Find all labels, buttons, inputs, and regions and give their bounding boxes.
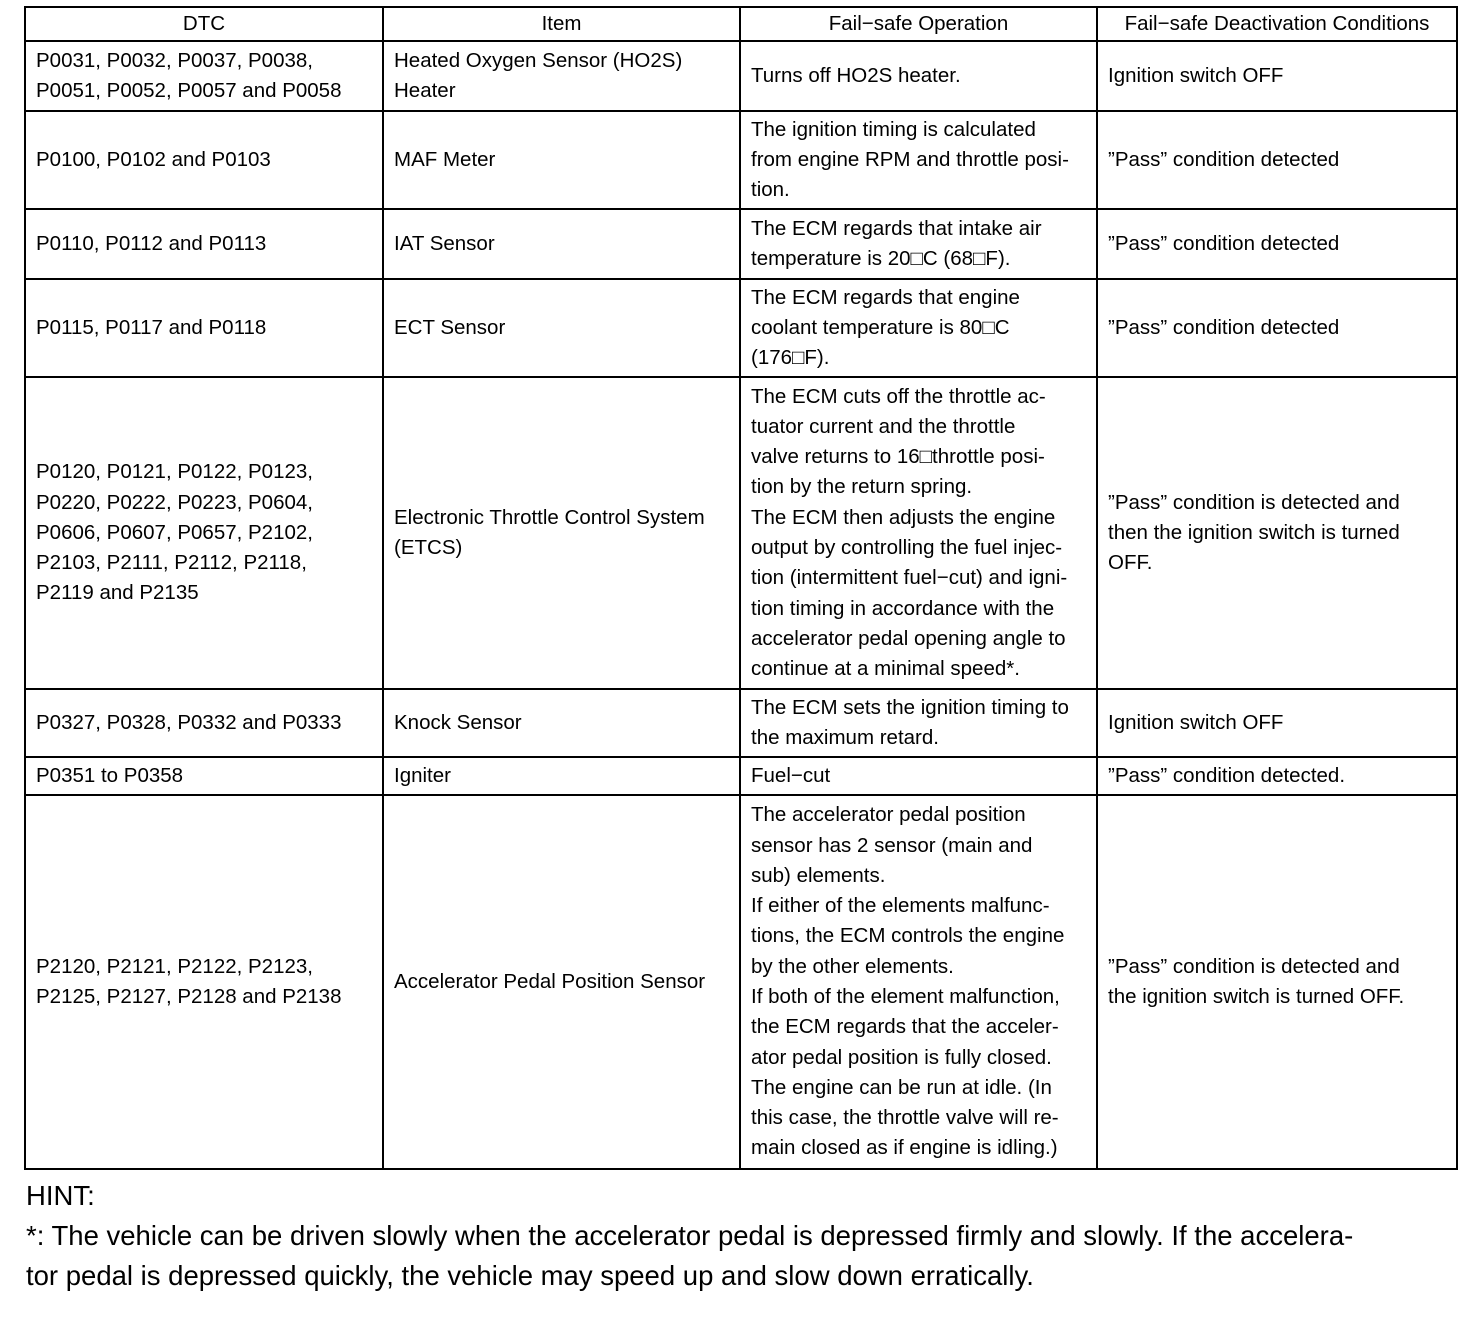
operation-cell <box>740 209 1097 279</box>
item-cell <box>383 757 740 795</box>
hint-line-1: *: The vehicle can be driven slowly when the accelerator pedal is depressed firmly and slowly. If the accelera- <box>26 1220 1354 1251</box>
deactivation-cell <box>1097 209 1457 279</box>
deactivation-cell-line: OFF. <box>1108 551 1153 575</box>
operation-cell-line: If both of the element malfunction, <box>751 985 1060 1008</box>
dtc-cell-line: P0051, P0052, P0057 and P0058 <box>36 79 342 102</box>
dtc-cell-line: P0351 to P0358 <box>36 763 184 787</box>
item-cell <box>383 279 740 377</box>
deactivation-cell <box>1097 795 1457 1169</box>
dtc-cell-line: P0100, P0102 and P0103 <box>36 147 271 171</box>
hint-label: HINT: <box>26 1180 95 1211</box>
table-row <box>25 757 1457 795</box>
operation-cell-line: from engine RPM and throttle posi- <box>751 147 1069 171</box>
header-dtc: DTC <box>25 7 383 41</box>
item-cell-line: IAT Sensor <box>394 231 495 255</box>
operation-cell-line: The accelerator pedal position <box>751 803 1026 827</box>
item-cell-line: Heater <box>394 79 456 102</box>
operation-cell-line: The ECM then adjusts the engine <box>751 505 1056 529</box>
item-cell <box>383 111 740 209</box>
deactivation-cell-line: the ignition switch is turned OFF. <box>1108 985 1405 1008</box>
deactivation-cell-line: ”Pass” condition detected <box>1108 315 1340 339</box>
item-cell-line: (ETCS) <box>394 536 463 559</box>
operation-cell <box>740 377 1097 689</box>
dtc-cell-line: P0606, P0607, P0657, P2102, <box>36 520 313 544</box>
dtc-cell-line: P0120, P0121, P0122, P0123, <box>36 460 313 484</box>
dtc-cell-line: P0031, P0032, P0037, P0038, <box>36 48 313 72</box>
operation-cell <box>740 795 1097 1169</box>
dtc-cell-line: P2103, P2111, P2112, P2118, <box>36 551 307 575</box>
header-item: Item <box>383 7 740 41</box>
operation-cell <box>740 111 1097 209</box>
dtc-cell <box>25 689 383 757</box>
operation-cell-line: sub) elements. <box>751 863 886 887</box>
dtc-cell <box>25 209 383 279</box>
item-cell <box>383 41 740 111</box>
dtc-cell-line: P0327, P0328, P0332 and P0333 <box>36 710 342 734</box>
deactivation-cell <box>1097 279 1457 377</box>
operation-cell-line: coolant temperature is 80□C <box>751 315 1010 339</box>
dtc-cell <box>25 757 383 795</box>
operation-cell-line: The ECM regards that engine <box>751 285 1020 309</box>
item-cell-line: Knock Sensor <box>394 710 522 734</box>
header-row <box>25 7 1457 41</box>
dtc-cell <box>25 41 383 111</box>
operation-cell-line: by the other elements. <box>751 954 954 978</box>
table-row <box>25 377 1457 689</box>
operation-cell-line: tuator current and the throttle <box>751 414 1016 438</box>
operation-cell-line: tions, the ECM controls the engine <box>751 924 1065 948</box>
operation-cell-line: the maximum retard. <box>751 726 939 749</box>
dtc-cell-line: P0110, P0112 and P0113 <box>36 231 267 255</box>
operation-cell-line: tion by the return spring. <box>751 475 973 499</box>
header-failsafe-operation: Fail−safe Operation <box>740 7 1097 41</box>
header-deactivation-conditions: Fail−safe Deactivation Conditions <box>1097 7 1457 41</box>
dtc-cell <box>25 795 383 1169</box>
item-cell-line: Accelerator Pedal Position Sensor <box>394 969 706 993</box>
table-row <box>25 795 1457 1169</box>
operation-cell-line: tion timing in accordance with the <box>751 596 1055 620</box>
operation-cell-line: If either of the elements malfunc- <box>751 894 1050 918</box>
item-cell-line: Electronic Throttle Control System <box>394 505 705 529</box>
operation-cell-line: ator pedal position is fully closed. <box>751 1045 1052 1069</box>
operation-cell-line: valve returns to 16□throttle posi- <box>751 445 1045 469</box>
deactivation-cell-line: ”Pass” condition is detected and <box>1108 490 1400 514</box>
operation-cell <box>740 41 1097 111</box>
deactivation-cell <box>1097 111 1457 209</box>
dtc-cell-line: P0220, P0222, P0223, P0604, <box>36 490 313 514</box>
item-cell-line: MAF Meter <box>394 147 496 171</box>
item-cell-line: Igniter <box>394 763 451 787</box>
deactivation-cell <box>1097 377 1457 689</box>
operation-cell-line: The ignition timing is calculated <box>751 117 1036 141</box>
item-cell <box>383 689 740 757</box>
table-row <box>25 209 1457 279</box>
deactivation-cell-line: Ignition switch OFF <box>1108 63 1284 87</box>
operation-cell-line: accelerator pedal opening angle to <box>751 626 1066 650</box>
operation-cell-line: Turns off HO2S heater. <box>751 63 961 87</box>
failsafe-table <box>24 6 1458 1170</box>
deactivation-cell <box>1097 757 1457 795</box>
dtc-cell-line: P2125, P2127, P2128 and P2138 <box>36 985 342 1008</box>
table-row <box>25 111 1457 209</box>
item-cell-line: Heated Oxygen Sensor (HO2S) <box>394 48 683 72</box>
deactivation-cell <box>1097 41 1457 111</box>
operation-cell-line: tion (intermittent fuel−cut) and igni- <box>751 566 1068 590</box>
table-row <box>25 689 1457 757</box>
operation-cell-line: The engine can be run at idle. (In <box>751 1075 1052 1099</box>
deactivation-cell-line: ”Pass” condition detected. <box>1108 763 1346 787</box>
deactivation-cell-line: ”Pass” condition detected <box>1108 147 1340 171</box>
operation-cell-line: output by controlling the fuel injec- <box>751 536 1063 559</box>
dtc-cell <box>25 279 383 377</box>
operation-cell-line: tion. <box>751 178 790 202</box>
operation-cell-line: (176□F). <box>751 346 830 370</box>
dtc-cell <box>25 377 383 689</box>
operation-cell-line: temperature is 20□C (68□F). <box>751 247 1011 270</box>
operation-cell <box>740 279 1097 377</box>
item-cell <box>383 795 740 1169</box>
operation-cell <box>740 689 1097 757</box>
dtc-cell-line: P2119 and P2135 <box>36 581 199 605</box>
operation-cell-line: continue at a minimal speed*. <box>751 657 1020 681</box>
operation-cell-line: main closed as if engine is idling.) <box>751 1136 1058 1160</box>
hint-block <box>26 1176 1456 1296</box>
operation-cell-line: The ECM regards that intake air <box>751 216 1042 240</box>
dtc-cell <box>25 111 383 209</box>
operation-cell-line: The ECM cuts off the throttle ac- <box>751 384 1046 408</box>
operation-cell-line: Fuel−cut <box>751 763 831 787</box>
table-body <box>25 41 1457 1169</box>
operation-cell-line: the ECM regards that the acceler- <box>751 1015 1059 1039</box>
dtc-cell-line: P0115, P0117 and P0118 <box>36 315 267 339</box>
item-cell <box>383 377 740 689</box>
table-row <box>25 41 1457 111</box>
operation-cell-line: this case, the throttle valve will re- <box>751 1106 1059 1130</box>
operation-cell-line: The ECM sets the ignition timing to <box>751 695 1069 719</box>
deactivation-cell-line: Ignition switch OFF <box>1108 710 1284 734</box>
dtc-cell-line: P2120, P2121, P2122, P2123, <box>36 954 313 978</box>
operation-cell <box>740 757 1097 795</box>
item-cell <box>383 209 740 279</box>
operation-cell-line: sensor has 2 sensor (main and <box>751 833 1033 857</box>
deactivation-cell-line: then the ignition switch is turned <box>1108 520 1400 544</box>
item-cell-line: ECT Sensor <box>394 315 506 339</box>
deactivation-cell <box>1097 689 1457 757</box>
deactivation-cell-line: ”Pass” condition detected <box>1108 231 1340 255</box>
hint-line-2: tor pedal is depressed quickly, the vehicle may speed up and slow down erratically. <box>26 1260 1034 1291</box>
table-row <box>25 279 1457 377</box>
deactivation-cell-line: ”Pass” condition is detected and <box>1108 954 1400 978</box>
